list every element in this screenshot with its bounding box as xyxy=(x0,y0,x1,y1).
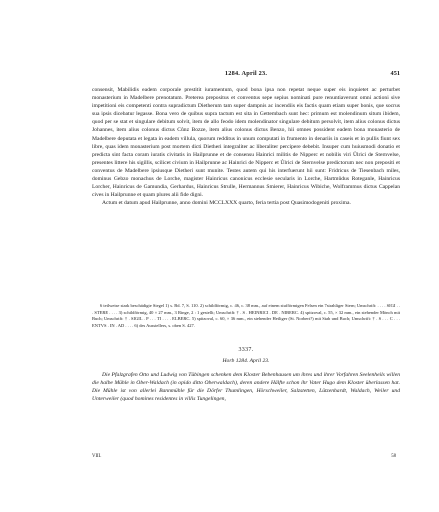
charter-text xyxy=(92,86,400,207)
footnote-text: 6 teilweise stark beschädigte Siegel 1) s. Bd. 7, S. 110. 2) schildförmig, c. 46, c. 38 mm., auf einem stufförmigen Felsen ein 7strahliger Stern; Umschrift: . . . . SIGI . . . STERE . . . . 3) schildförmig, 40 × 27 mm., 3 Ringe, 2 : 1 gestellt; Umschrift: † . S . HEINRICI . DE . NIBERC. 4) spitzoval, c. 55, × 32 mm., ein stehender Mönch mit Buch; Umschrift: † . SIGIL . P . . . TI . . . . ELBERC. 5) spitzoval, c. 60, × 36 mm., ein stehender Heiliger (St. Norbert?) mit Stab und Buch; Umschrift: † . S . . . C . . . ENTVS . IN . AD . . . . 6) des Ausstellers, s. oben S. 427. xyxy=(92,303,400,329)
regest-paragraph: Die Pfalzgrafen Otto und Ludwig von Tübingen schenken dem Kloster Bebenhausen um ihres und ihrer Vorfahren Seelenheils willen die halbe Mühle in Ober-Waldach (in opido ditto Oberwaldach), deren andere Hälfte schon ihr Vater Hugo dem Kloster überlassen hat. Die Mühle ist von allerlei Bannmühle für die Dörfer Thumlingen, Hörschweiler, Salzstetten, Lützenhardt, Waldach, Weiler und Unterweiler (quod homines residentes in villis Tungelingen, xyxy=(92,372,400,402)
regest-text xyxy=(92,371,400,403)
page-footer xyxy=(92,454,400,462)
sheet-signature: 58 xyxy=(391,454,396,459)
charter-paragraph-main: consensit, Mabilidis eadem corporale prestitit iuramentum, quod bona ipsa non repetat neque super eis inquietet ac perturbet monasterium in Madelbere prenotatum. Preterea prepositus et conventus sepe sepius nominati pure renuntiaverunt omni actioni sive impetitioni eis competenti contra supradictum Dietherum tam super dampnis ac incendiis eis factis quam etiam super bonis, que socrus sua ipsis dicebatur legasse. Bona vero de quibus supra tactum est sita in Gettembach sunt hec: primum est molendinum situm ibidem, quod per se stat et singulare debitum solvit, item de allo feodo idem molendinator singulare debitum persolvit, item alius colonus dictus Johannes, item alius colonus dictus Cůnz Bozze, item alius colonus dictus Benzo, hii omnes possident eadem bona monasterio de Madelbere deputata et legata in eadem villula, quorum redditus in unum computati in frumento in denariis in caseis et in pullis fiunt sex libre, quas idem monasterium post mortem dicti Dietheri integraliter ac liberaliter percipere debebit. Insuper cum huiusmodi donatio et predicta sint facta coram iuratis civitatis in Hailprunne et de consensu Hainrici militis de Nipperc et nobilis viri Ůlrici de Sternvelse, presentes littere his sigillis, scilicet civium in Hailprunne ac Hainrici de Nipperc et Ůlrici de Sternvelse predictorum nec non prepositi et conventus de Madelbere ipsiusque Dietheri sunt munite. Testes autem qui his interfuerunt hii sunt: Fridricus de Tiesenbach miles, dominus Gebzo monachus de Lorche, magister Hainricus canonicus ecclesie secularis in Lorche, Hartmůdus Roteganle, Hainricus Lorcher, Hainricus de Gamundia, Gerhardus, Hainricus Strulle, Hermannus Smierer, Hainricus Wibiche, Wolframmus dictus Cappelan cives in Hailprunne et quam plures alii fide digni. xyxy=(92,87,400,199)
running-header xyxy=(92,70,400,80)
page-number: 451 xyxy=(390,70,400,77)
header-date: 1284. April 23. xyxy=(224,70,268,77)
footnote-block xyxy=(92,303,400,330)
document-number: 3337. xyxy=(238,347,254,353)
charter-paragraph-dating: Actum et datum apud Hailprunne, anno domini MCCLXXX quarto, feria tertia post Quasimodogeniti proxima. xyxy=(102,200,351,207)
volume-signature: VIII. xyxy=(92,454,102,459)
document-date-line: Horb 1284. April 23. xyxy=(222,358,270,364)
